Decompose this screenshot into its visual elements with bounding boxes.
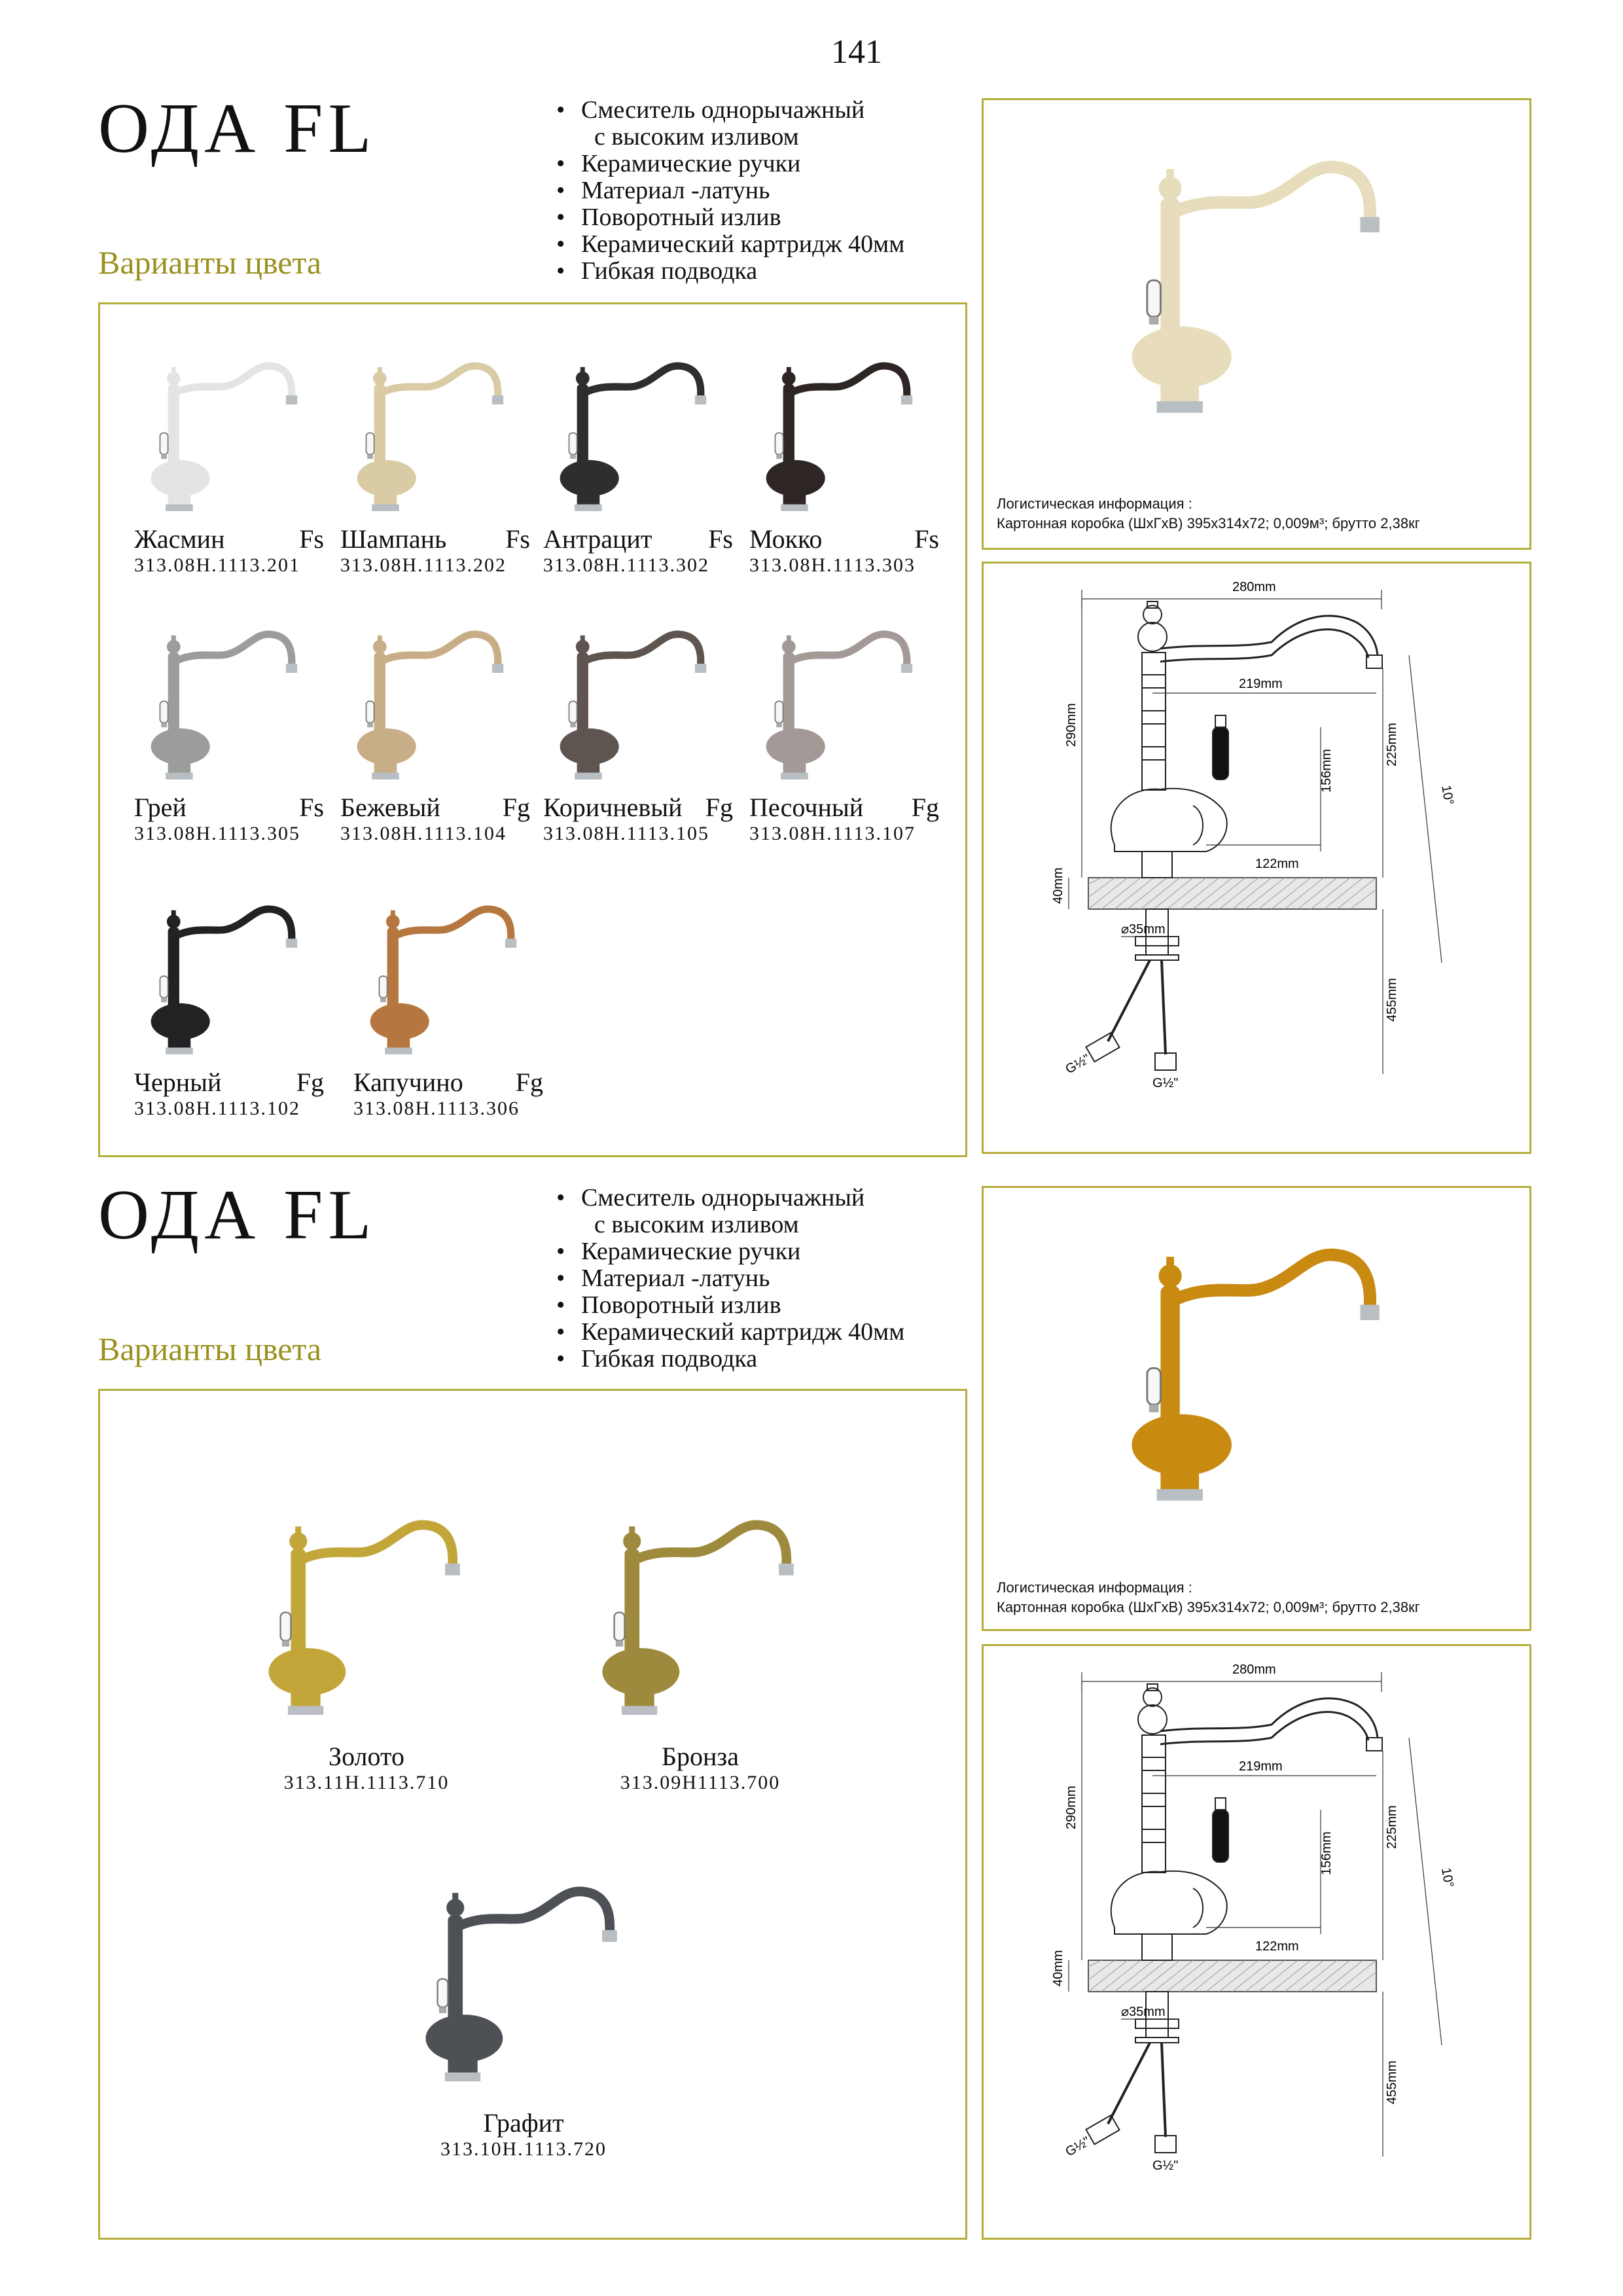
variant-name-row bbox=[340, 792, 530, 823]
color-variant-item bbox=[543, 622, 733, 845]
faucet-variant-image bbox=[756, 622, 926, 792]
section1-photo-frame bbox=[982, 98, 1531, 550]
logistics-text: Картонная коробка (ШхГхВ) 395х314х72; 0,009м³; брутто 2,38кг bbox=[997, 1599, 1420, 1615]
faucet-variant-image bbox=[141, 897, 311, 1067]
feature-text: Гибкая подводка bbox=[581, 257, 758, 285]
bullet-icon: • bbox=[556, 1345, 565, 1372]
variant-code: 313.08H.1113.107 bbox=[749, 823, 916, 844]
feature-text: Материал -латунь bbox=[581, 177, 770, 204]
feature-item bbox=[556, 1292, 904, 1319]
bullet-icon: • bbox=[556, 230, 565, 258]
variant-name: Черный bbox=[134, 1067, 222, 1097]
variant-type: Fs bbox=[299, 793, 324, 822]
bullet-icon: • bbox=[556, 1238, 565, 1265]
variant-type: Fg bbox=[911, 793, 939, 822]
section1-logistics bbox=[997, 494, 1420, 533]
bullet-icon: • bbox=[556, 177, 565, 204]
variant-name: Грей bbox=[134, 793, 187, 822]
variant-name-row bbox=[543, 792, 733, 823]
section1-drawing-frame bbox=[982, 562, 1531, 1154]
variant-name-row bbox=[749, 792, 939, 823]
variant-code: 313.08H.1113.105 bbox=[543, 823, 709, 844]
faucet-variant-image bbox=[141, 353, 311, 524]
color-variant-item bbox=[582, 1499, 818, 1794]
color-variant-item bbox=[749, 622, 939, 845]
variant-code: 313.08H.1113.104 bbox=[340, 823, 507, 844]
variant-name: Коричневый bbox=[543, 793, 683, 822]
variant-code: 313.08H.1113.302 bbox=[543, 554, 709, 576]
feature-item bbox=[556, 231, 904, 258]
color-variant-item bbox=[134, 353, 324, 577]
feature-item bbox=[556, 177, 904, 204]
section2-subtitle: Варианты цвета bbox=[98, 1331, 322, 1367]
variant-name: Мокко bbox=[749, 524, 823, 554]
feature-text: с высоким изливом bbox=[594, 123, 799, 151]
faucet-variant-image bbox=[347, 622, 517, 792]
variant-name-row bbox=[134, 524, 324, 554]
feature-item bbox=[556, 204, 904, 231]
color-variant-item bbox=[543, 353, 733, 577]
variant-type: Fg bbox=[502, 793, 530, 822]
variant-code: 313.11H.1113.710 bbox=[283, 1772, 450, 1793]
feature-item bbox=[556, 1238, 904, 1265]
faucet-variant-image bbox=[360, 897, 530, 1067]
logistics-text: Картонная коробка (ШхГхВ) 395х314х72; 0,009м³; брутто 2,38кг bbox=[997, 515, 1420, 531]
feature-text: Поворотный излив bbox=[581, 1291, 781, 1319]
color-variant-item bbox=[340, 353, 530, 577]
variant-name-row bbox=[749, 524, 939, 554]
faucet-variant-image bbox=[756, 353, 926, 524]
feature-text: Материал -латунь bbox=[581, 1265, 770, 1292]
bullet-icon: • bbox=[556, 1318, 565, 1346]
section2-features bbox=[556, 1185, 904, 1372]
faucet-variant-image bbox=[550, 353, 720, 524]
color-variant-item bbox=[406, 1865, 641, 2161]
color-variant-item bbox=[249, 1499, 484, 1794]
variant-name-row bbox=[543, 524, 733, 554]
feature-item bbox=[556, 97, 904, 124]
variant-name-row bbox=[134, 792, 324, 823]
variant-code: 313.09H1113.700 bbox=[620, 1772, 781, 1793]
bullet-icon: • bbox=[556, 257, 565, 285]
faucet-variant-image bbox=[412, 1865, 635, 2108]
variant-type: Fs bbox=[505, 524, 530, 554]
color-variant-item bbox=[134, 622, 324, 845]
feature-item bbox=[556, 151, 904, 177]
bullet-icon: • bbox=[556, 96, 565, 124]
feature-text: с высоким изливом bbox=[594, 1211, 799, 1238]
logistics-title: Логистическая информация : bbox=[997, 1579, 1192, 1596]
feature-text: Смеситель однорычажный bbox=[581, 1184, 865, 1211]
feature-text: Керамический картридж 40мм bbox=[581, 230, 905, 258]
faucet-variant-image bbox=[589, 1499, 812, 1741]
feature-text: Гибкая подводка bbox=[581, 1345, 758, 1372]
section1-main-faucet-image bbox=[1115, 120, 1402, 460]
feature-item bbox=[556, 124, 904, 151]
section2-technical-drawing bbox=[990, 1653, 1527, 2229]
variant-name-row bbox=[353, 1067, 543, 1098]
section1-title: ОДА FL bbox=[98, 90, 377, 168]
bullet-icon: • bbox=[556, 1184, 565, 1211]
faucet-variant-image bbox=[255, 1499, 478, 1741]
variant-code: 313.08H.1113.305 bbox=[134, 823, 300, 844]
variant-code: 313.08H.1113.102 bbox=[134, 1098, 300, 1119]
variant-type: Fg bbox=[296, 1067, 324, 1097]
variant-name: Золото bbox=[329, 1742, 404, 1771]
variant-code: 313.08H.1113.306 bbox=[353, 1098, 520, 1119]
faucet-variant-image bbox=[141, 622, 311, 792]
variant-name: Песочный bbox=[749, 793, 864, 822]
section1-subtitle: Варианты цвета bbox=[98, 244, 322, 281]
page-number: 141 bbox=[831, 33, 882, 71]
feature-item bbox=[556, 1211, 904, 1238]
variant-code: 313.08H.1113.201 bbox=[134, 554, 300, 576]
feature-text: Керамический картридж 40мм bbox=[581, 1318, 905, 1346]
bullet-icon: • bbox=[556, 1291, 565, 1319]
variant-name: Бронза bbox=[662, 1742, 739, 1771]
feature-text: Смеситель однорычажный bbox=[581, 96, 865, 124]
variant-name: Антрацит bbox=[543, 524, 652, 554]
feature-text: Керамические ручки bbox=[581, 1238, 801, 1265]
feature-text: Поворотный излив bbox=[581, 204, 781, 231]
section2-main-faucet-image bbox=[1115, 1208, 1402, 1548]
variant-type: Fg bbox=[515, 1067, 543, 1097]
variant-name: Бежевый bbox=[340, 793, 440, 822]
variant-type: Fg bbox=[705, 793, 733, 822]
section1-features bbox=[556, 97, 904, 285]
feature-item bbox=[556, 1265, 904, 1292]
variant-code: 313.10H.1113.720 bbox=[440, 2138, 607, 2160]
bullet-icon: • bbox=[556, 204, 565, 231]
section2-photo-frame bbox=[982, 1186, 1531, 1631]
section1-technical-drawing bbox=[990, 570, 1527, 1146]
section2-title: ОДА FL bbox=[98, 1176, 377, 1254]
bullet-icon: • bbox=[556, 150, 565, 177]
feature-item bbox=[556, 258, 904, 285]
variant-name: Шампань bbox=[340, 524, 447, 554]
feature-item bbox=[556, 1319, 904, 1346]
variant-name-row bbox=[134, 1067, 324, 1098]
variant-name-row bbox=[340, 524, 530, 554]
variant-code: 313.08H.1113.202 bbox=[340, 554, 507, 576]
variant-type: Fs bbox=[708, 524, 733, 554]
logistics-title: Логистическая информация : bbox=[997, 495, 1192, 512]
feature-item bbox=[556, 1185, 904, 1211]
color-variant-item bbox=[340, 622, 530, 845]
variant-type: Fs bbox=[914, 524, 939, 554]
color-variant-item bbox=[353, 897, 543, 1120]
variant-name: Графит bbox=[483, 2108, 564, 2138]
section2-drawing-frame bbox=[982, 1644, 1531, 2240]
variant-code: 313.08H.1113.303 bbox=[749, 554, 916, 576]
variant-name: Жасмин bbox=[134, 524, 225, 554]
color-variant-item bbox=[749, 353, 939, 577]
bullet-icon: • bbox=[556, 1265, 565, 1292]
variant-type: Fs bbox=[299, 524, 324, 554]
color-variant-item bbox=[134, 897, 324, 1120]
faucet-variant-image bbox=[347, 353, 517, 524]
feature-item bbox=[556, 1346, 904, 1372]
faucet-variant-image bbox=[550, 622, 720, 792]
section2-logistics bbox=[997, 1578, 1420, 1617]
variant-name: Капучино bbox=[353, 1067, 463, 1097]
feature-text: Керамические ручки bbox=[581, 150, 801, 177]
